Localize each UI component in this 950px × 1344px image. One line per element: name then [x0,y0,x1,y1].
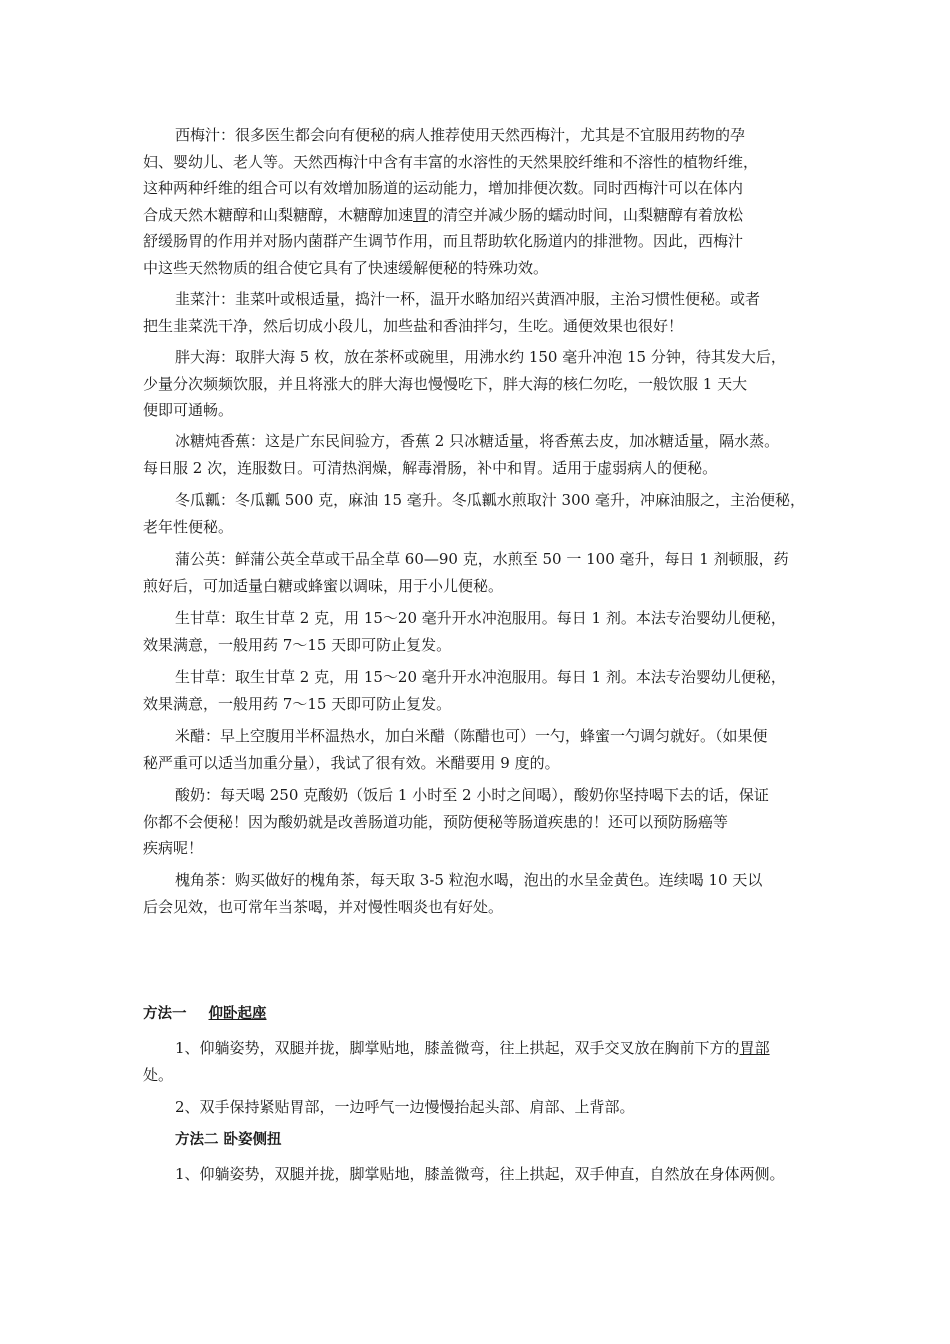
text-line: 生甘草：取生甘草 2 克，用 15～20 毫升开水冲泡服用。每日 1 剂。本法专治婴幼儿便秘， [175,609,786,627]
method2-title: 方法二 卧姿侧扭 [175,1132,282,1148]
text-line: 酸奶：每天喝 250 克酸奶（饭后 1 小时至 2 小时之间喝），酸奶你坚持喝下去的话，保证 [175,786,769,804]
paragraph-winter-melon [143,487,811,540]
text-line: 效果满意，一般用药 7～15 天即可防止复发。 [143,694,452,713]
method2-step1 [143,1161,811,1188]
text-line: 胖大海：取胖大海 5 枚，放在茶杯或碗里，用沸水约 150 毫升冲泡 15 分钟，待其发大后， [175,348,786,366]
text-line: 生甘草：取生甘草 2 克，用 15～20 毫升开水冲泡服用。每日 1 剂。本法专治婴幼儿便秘， [175,668,786,686]
method2-heading [175,1127,282,1153]
text-line: 1、仰躺姿势，双腿并拢，脚掌贴地，膝盖微弯，往上拱起，双手交叉放在胸前下方的胃部 [175,1039,770,1057]
text-line: 槐角茶：购买做好的槐角茶，每天取 3-5 粒泡水喝，泡出的水呈金黄色。连续喝 10 天以 [175,871,763,889]
paragraph-licorice-repeat [143,664,811,717]
text-line: 韭菜汁：韭菜叶或根适量，捣汁一杯，温开水略加绍兴黄酒冲服，主治习惯性便秘。或者 [175,290,761,308]
text-line: 秘严重可以适当加重分量），我试了很有效。米醋要用 9 度的。 [143,753,560,772]
text-line: 效果满意，一般用药 7～15 天即可防止复发。 [143,635,452,654]
text-line: 你都不会便秘！因为酸奶就是改善肠道功能，预防便秘等肠道疾患的！还可以预防肠癌等 [143,812,729,831]
text-line: 中这些天然物质的组合使它具有了快速缓解便秘的特殊功效。 [143,258,549,277]
text-line: 1、仰躺姿势，双腿并拢，脚掌贴地，膝盖微弯，往上拱起，双手伸直，自然放在身体两侧。 [175,1165,785,1183]
paragraph-prune-juice [143,122,811,281]
method1-heading [143,1001,267,1027]
paragraph-sterculia [143,344,811,424]
text-line: 疾病呢！ [143,839,204,857]
method1-step1 [143,1035,811,1088]
paragraph-sophora-tea [143,867,811,920]
text-line: 妇、婴幼儿、老人等。天然西梅汁中含有丰富的水溶性的天然果胶纤维和不溶性的植物纤维， [143,152,759,171]
paragraph-licorice [143,605,811,658]
text-line: 舒缓肠胃的作用并对肠内菌群产生调节作用，而且帮助软化肠道内的排泄物。因此，西梅汁 [143,232,744,250]
text-line: 蒲公英：鲜蒲公英全草或干品全草 60—90 克，水煎至 50 一 100 毫升，每日 1 剂顿服，药 [175,550,789,568]
text-line: 冰糖炖香蕉：这是广东民间验方，香蕉 2 只冰糖适量，将香蕉去皮，加冰糖适量，隔水蒸。 [175,432,780,450]
text-line: 西梅汁：很多医生都会向有便秘的病人推荐使用天然西梅汁，尤其是不宜服用药物的孕 [175,126,746,144]
stomach-link[interactable]: 胃 [413,205,429,224]
paragraph-chive-juice [143,286,811,339]
text-line: 米醋：早上空腹用半杯温热水，加白米醋（陈醋也可）一勺，蜂蜜一勺调匀就好。（如果便 [175,727,768,745]
text-line: 这种两种纤维的组合可以有效增加肠道的运动能力，增加排便次数。同时西梅汁可以在体内 [143,179,744,197]
stomach-area-link[interactable]: 胃部 [739,1039,770,1057]
method1-step2 [143,1094,811,1121]
text-line: 把生韭菜洗干净，然后切成小段儿，加些盐和香油拌匀，生吃。通便效果也很好！ [143,316,684,335]
text-line: 煎好后，可加适量白糖或蜂蜜以调味，用于小儿便秘。 [143,576,504,595]
text-line: 合成天然木糖醇和山梨糖醇，木糖醇加速胃的清空并减少肠的蠕动时间，山梨糖醇有着放松 [143,205,744,224]
method1-prefix: 方法一 [143,1006,187,1022]
text-line: 每日服 2 次，连服数日。可清热润燥，解毒滑肠，补中和胃。适用于虚弱病人的便秘。 [143,458,718,477]
paragraph-rice-vinegar [143,723,811,776]
method1-title: 仰卧起座 [208,1006,267,1022]
text-line: 便即可通畅。 [143,401,234,419]
text-line: 2、双手保持紧贴胃部，一边呼气一边慢慢抬起头部、肩部、上背部。 [175,1098,635,1116]
text-line: 冬瓜瓤：冬瓜瓤 500 克，麻油 15 毫升。冬瓜瓤水煎取汁 300 毫升，冲麻油服之，主治便秘， [175,491,805,509]
paragraph-banana [143,428,811,481]
text-line: 少量分次频频饮服，并且将涨大的胖大海也慢慢吃下，胖大海的核仁勿吃，一般饮服 1 天大 [143,374,748,393]
paragraph-yogurt [143,782,811,862]
text-line: 老年性便秘。 [143,517,234,536]
text-line: 处。 [143,1065,174,1084]
text-line: 后会见效，也可常年当茶喝，并对慢性咽炎也有好处。 [143,897,504,916]
paragraph-dandelion [143,546,811,599]
